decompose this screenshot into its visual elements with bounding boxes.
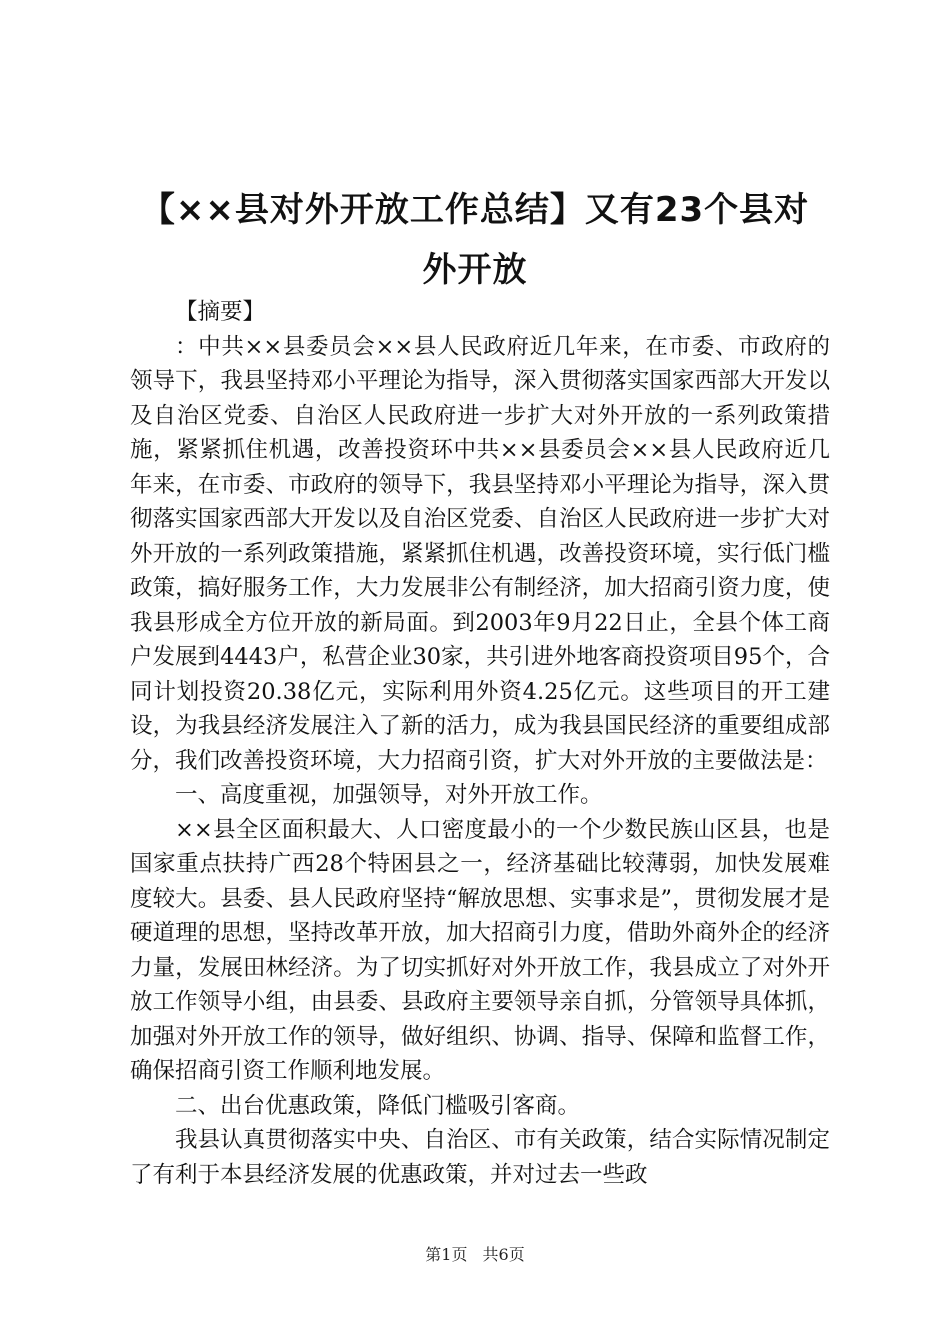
paragraph-section-2: 我县认真贯彻落实中央、自治区、市有关政策，结合实际情况制定了有利于本县经济发展的优惠政策，并对过去一些政 [130,1127,830,1188]
page-total: 共6页 [482,1245,525,1264]
document-title [100,180,850,300]
paragraph-abstract: ：中共××县委员会××县人民政府近几年来，在市委、市政府的领导下，我县坚持邓小平理论为指导，深入贯彻落实国家西部大开发以及自治区党委、自治区人民政府进一步扩大对外开放的一系列政策措施，紧紧抓住机遇，改善投资环中共××县委员会××县人民政府近几年来，在市委、市政府的领导下，我县坚持邓小平理论为指导，深入贯彻落实国家西部大开发以及自治区党委、自治区人民政府进一步扩大对外开放的一系列政策措施，紧紧抓住机遇，改善投资环境，实行低门槛政策，搞好服务工作，大力发展非公有制经济，加大招商引资力度，使我县形成全方位开放的新局面。到2003年9月22日止，全县个体工商户发展到4443户，私营企业30家，共引进外地客商投资项目95个，合同计划投资20.38亿元，实际利用外资4.25亿元。这些项目的开工建设，为我县经济发展注入了新的活力，成为我县国民经济的重要组成部分，我们改善投资环境，大力招商引资，扩大对外开放的主要做法是： [130,333,830,774]
document-body [130,295,830,1192]
title-line-2: 外开放 [422,250,528,290]
page-number: 第1页 [425,1245,468,1264]
abstract-label: 【摘要】 [175,299,266,325]
section-heading-2: 二、出台优惠政策，降低门槛吸引客商。 [175,1092,581,1119]
page-footer [0,1244,950,1266]
title-line-1: 【××县对外开放工作总结】又有23个县对 [140,190,810,230]
paragraph-section-1: ××县全区面积最大、人口密度最小的一个少数民族山区县，也是国家重点扶持广西28个特困县之一，经济基础比较薄弱，加快发展难度较大。县委、县人民政府坚持“解放思想、实事求是”，贯彻发展才是硬道理的思想，坚持改革开放，加大招商引力度，借助外商外企的经济力量，发展田林经济。为了切实抓好对外开放工作，我县成立了对外开放工作领导小组，由县委、县政府主要领导亲自抓，分管领导具体抓，加强对外开放工作的领导，做好组织、协调、指导、保障和监督工作，确保招商引资工作顺利地发展。 [130,816,830,1084]
section-heading-1: 一、高度重视，加强领导，对外开放工作。 [175,782,603,808]
